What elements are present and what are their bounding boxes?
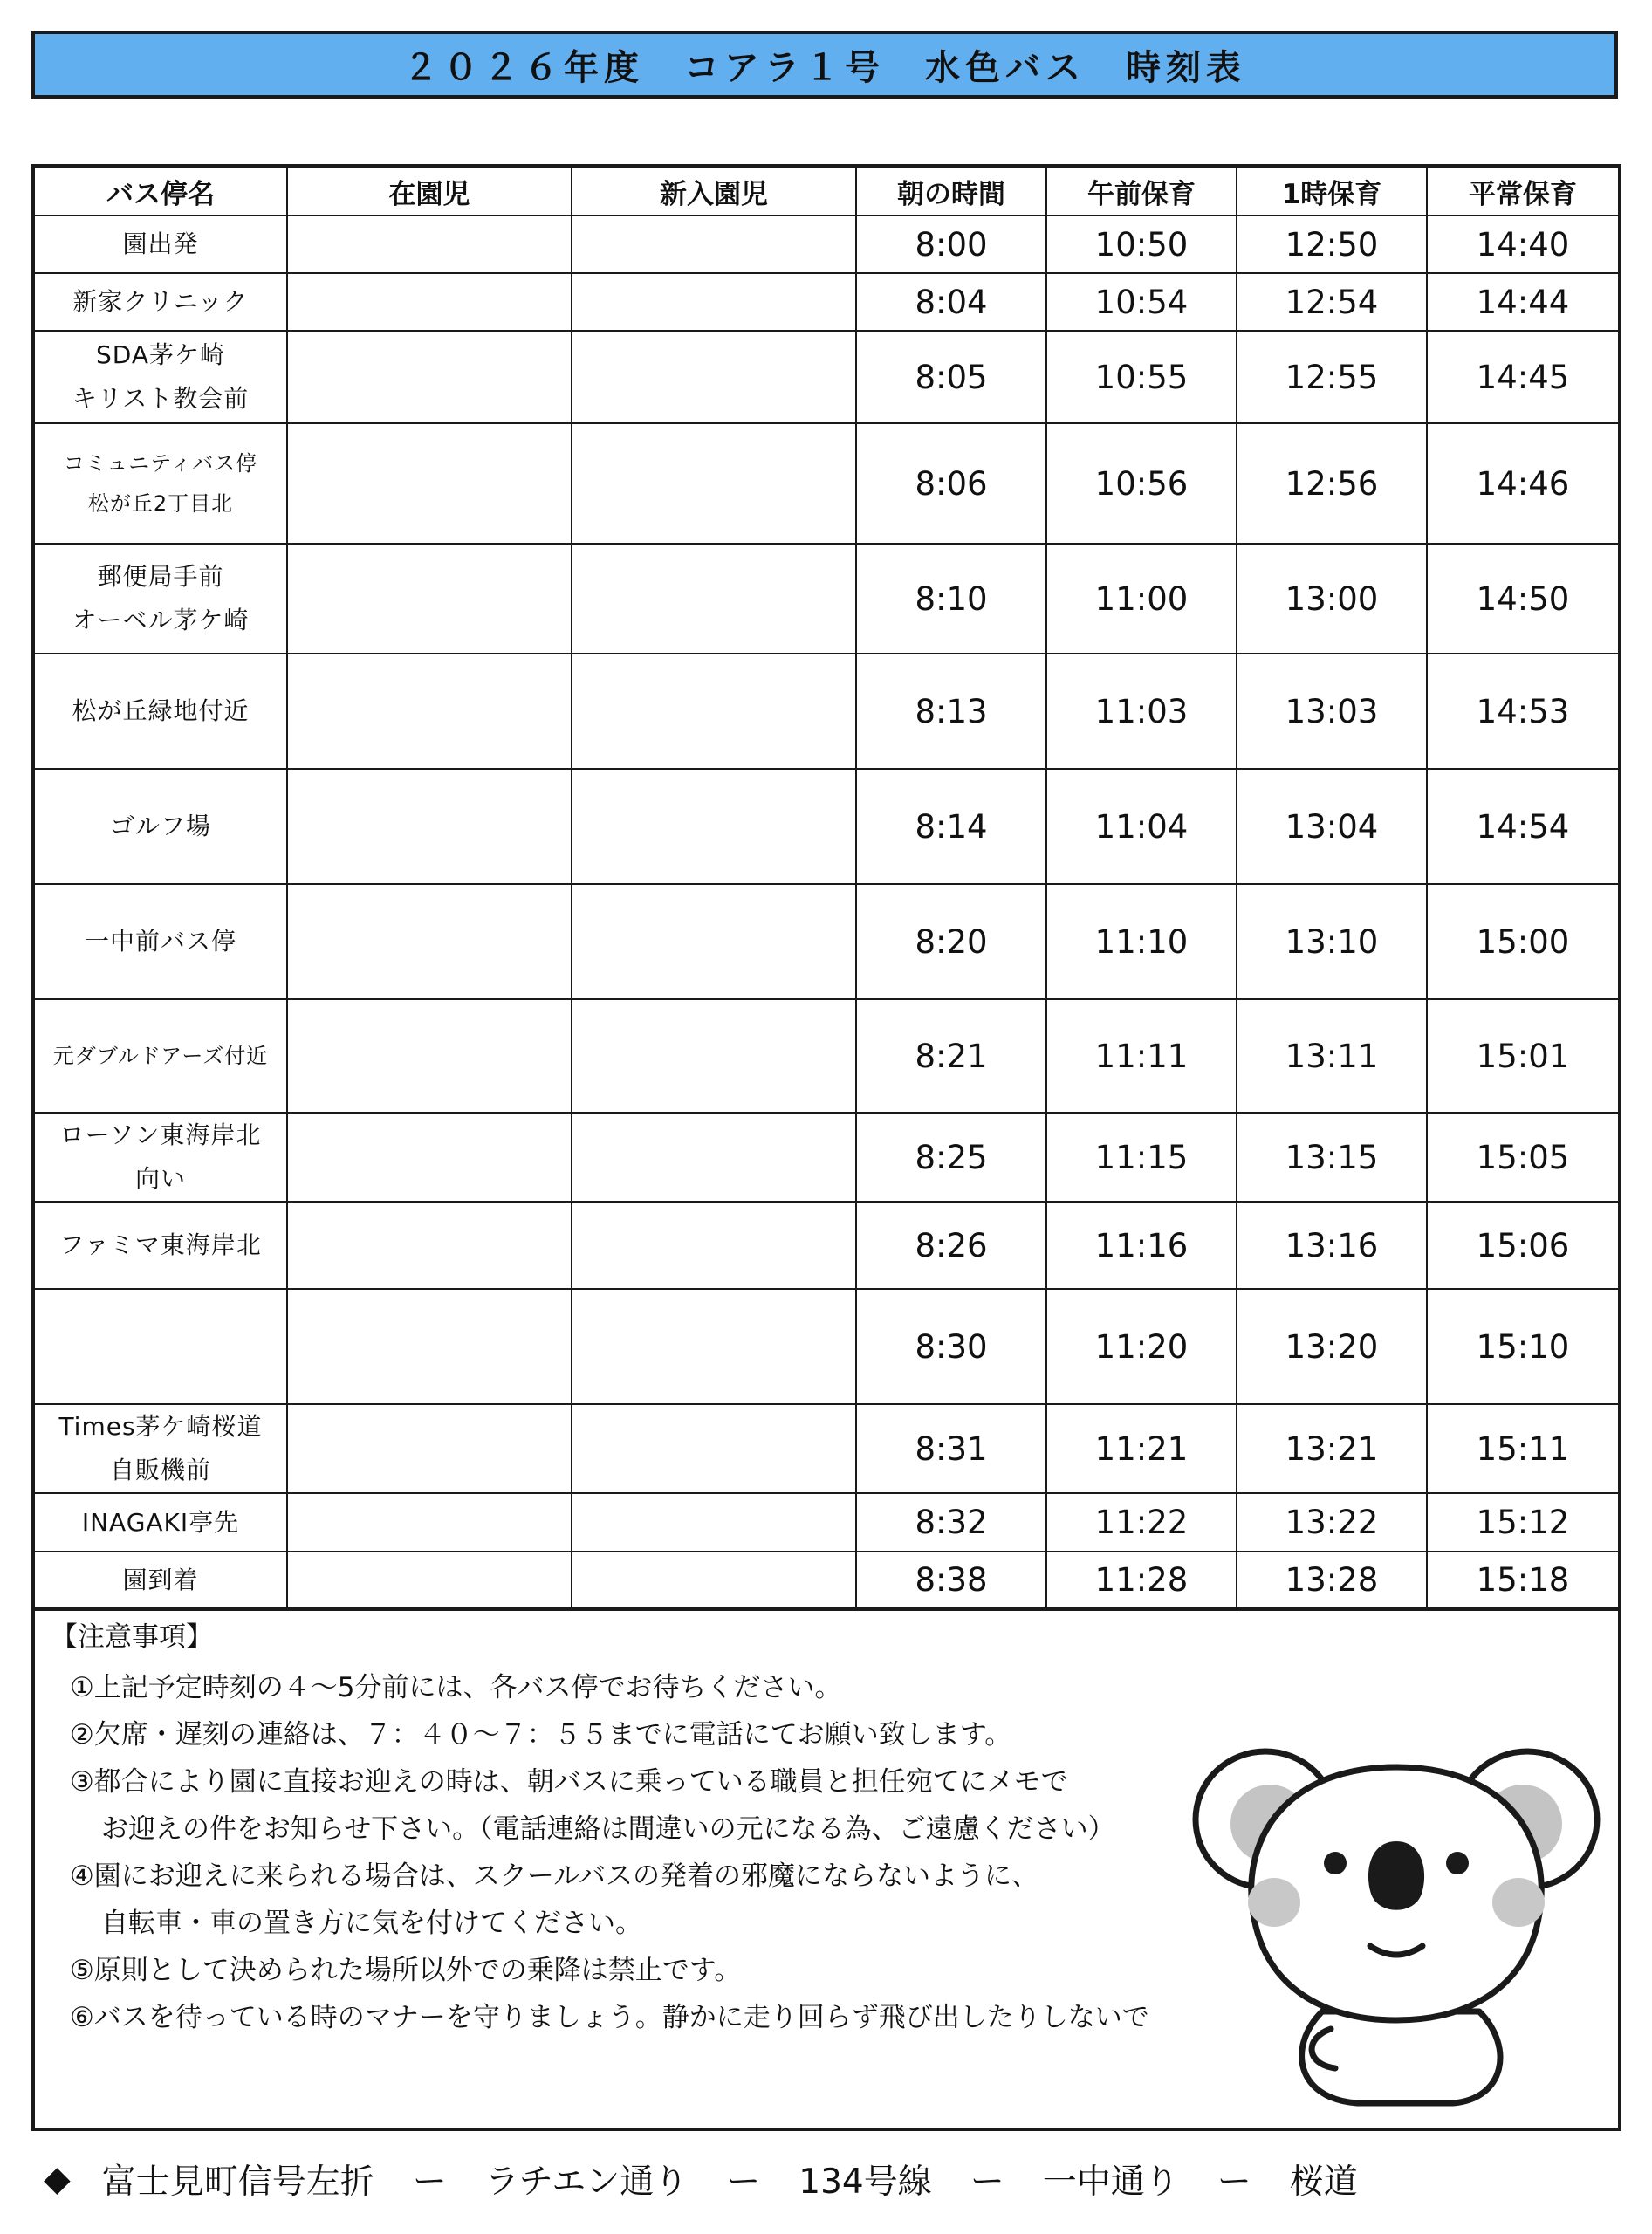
time-regular-care: 15:05: [1427, 1113, 1620, 1202]
route-segment: 桜道: [1289, 2162, 1358, 2202]
time-am-care: 11:21: [1046, 1404, 1237, 1493]
time-am-care: 11:03: [1046, 654, 1237, 769]
time-regular-care: 14:54: [1427, 769, 1620, 884]
page-title: ２０２６年度 コアラ１号 水色バス 時刻表: [31, 31, 1618, 99]
current-children-cell: [287, 1493, 572, 1552]
time-regular-care: 14:40: [1427, 216, 1620, 273]
time-morning: 8:26: [856, 1202, 1046, 1289]
time-1pm-care: 12:54: [1237, 273, 1427, 331]
time-morning: 8:21: [856, 999, 1046, 1113]
current-children-cell: [287, 216, 572, 273]
time-morning: 8:05: [856, 331, 1046, 423]
table-row: [33, 1493, 1620, 1552]
time-morning: 8:10: [856, 544, 1046, 654]
note-line: 自転車・車の置き方に気を付けてください。: [101, 1908, 642, 1939]
time-am-care: 11:15: [1046, 1113, 1237, 1202]
current-children-cell: [287, 331, 572, 423]
time-regular-care: 15:01: [1427, 999, 1620, 1113]
time-am-care: 10:50: [1046, 216, 1237, 273]
time-morning: 8:13: [856, 654, 1046, 769]
time-1pm-care: 13:22: [1237, 1493, 1427, 1552]
current-children-cell: [287, 884, 572, 999]
time-morning: 8:38: [856, 1552, 1046, 1609]
time-am-care: 11:00: [1046, 544, 1237, 654]
new-children-cell: [572, 273, 856, 331]
new-children-cell: [572, 1404, 856, 1493]
time-regular-care: 15:10: [1427, 1289, 1620, 1404]
note-line: ⑤原則として決められた場所以外での乗降は禁止です。: [70, 1955, 742, 1986]
note-line: ②欠席・遅刻の連絡は、７：４０～７：５５までに電話にてお願い致します。: [70, 1719, 1012, 1751]
time-am-care: 11:28: [1046, 1552, 1237, 1609]
route-separator: ー: [970, 2162, 1004, 2202]
stop-name: Times茅ケ崎桜道 自販機前: [33, 1404, 287, 1493]
time-morning: 8:20: [856, 884, 1046, 999]
time-1pm-care: 13:21: [1237, 1404, 1427, 1493]
note-line: ⑥バスを待っている時のマナーを守りましょう。静かに走り回らず飛び出したりしないで: [70, 2002, 1149, 2033]
stop-name: ファミマ東海岸北: [33, 1202, 287, 1289]
time-morning: 8:32: [856, 1493, 1046, 1552]
route-separator: ー: [726, 2162, 761, 2202]
time-1pm-care: 12:55: [1237, 331, 1427, 423]
current-children-cell: [287, 273, 572, 331]
time-1pm-care: 12:56: [1237, 423, 1427, 544]
route-description: [44, 2148, 1632, 2210]
current-children-cell: [287, 999, 572, 1113]
time-am-care: 11:10: [1046, 884, 1237, 999]
table-row: [33, 884, 1620, 999]
route-segment: 134号線: [799, 2162, 932, 2202]
diamond-icon: ◆: [44, 2159, 71, 2199]
table-row: [33, 1202, 1620, 1289]
col-header-regular-care: 平常保育: [1427, 166, 1620, 216]
time-am-care: 11:22: [1046, 1493, 1237, 1552]
new-children-cell: [572, 884, 856, 999]
table-row: [33, 273, 1620, 331]
time-1pm-care: 13:10: [1237, 884, 1427, 999]
current-children-cell: [287, 654, 572, 769]
new-children-cell: [572, 216, 856, 273]
table-row: [33, 1113, 1620, 1202]
time-am-care: 10:55: [1046, 331, 1237, 423]
time-regular-care: 15:11: [1427, 1404, 1620, 1493]
new-children-cell: [572, 1202, 856, 1289]
time-am-care: 10:54: [1046, 273, 1237, 331]
stop-name: SDA茅ケ崎 キリスト教会前: [33, 331, 287, 423]
current-children-cell: [287, 769, 572, 884]
time-1pm-care: 13:16: [1237, 1202, 1427, 1289]
stop-name: 松が丘緑地付近: [33, 654, 287, 769]
stop-name: ゴルフ場: [33, 769, 287, 884]
time-regular-care: 15:06: [1427, 1202, 1620, 1289]
time-1pm-care: 13:11: [1237, 999, 1427, 1113]
note-line: ④園にお迎えに来られる場合は、スクールバスの発着の邪魔にならないように、: [70, 1861, 1038, 1892]
col-header-morning: 朝の時間: [856, 166, 1046, 216]
stop-name: 元ダブルドアーズ付近: [33, 999, 287, 1113]
time-1pm-care: 13:00: [1237, 544, 1427, 654]
stop-name: INAGAKI亭先: [33, 1493, 287, 1552]
time-am-care: 11:04: [1046, 769, 1237, 884]
time-morning: 8:31: [856, 1404, 1046, 1493]
time-regular-care: 14:53: [1427, 654, 1620, 769]
table-row: [33, 423, 1620, 544]
time-am-care: 11:11: [1046, 999, 1237, 1113]
route-segment: 富士見町信号左折: [101, 2162, 374, 2202]
col-header-new-children: 新入園児: [572, 166, 856, 216]
time-regular-care: 14:46: [1427, 423, 1620, 544]
table-row: [33, 216, 1620, 273]
new-children-cell: [572, 1552, 856, 1609]
time-am-care: 11:20: [1046, 1289, 1237, 1404]
stop-name: ローソン東海岸北 向い: [33, 1113, 287, 1202]
time-morning: 8:04: [856, 273, 1046, 331]
new-children-cell: [572, 1113, 856, 1202]
col-header-stop: バス停名: [33, 166, 287, 216]
route-segment: ラチエン通り: [484, 2162, 689, 2202]
stop-name: 園到着: [33, 1552, 287, 1609]
new-children-cell: [572, 1493, 856, 1552]
new-children-cell: [572, 999, 856, 1113]
new-children-cell: [572, 544, 856, 654]
time-regular-care: 15:18: [1427, 1552, 1620, 1609]
time-1pm-care: 13:03: [1237, 654, 1427, 769]
current-children-cell: [287, 544, 572, 654]
note-line: ①上記予定時刻の４～5分前には、各バス停でお待ちください。: [70, 1672, 842, 1703]
col-header-1pm-care: 1時保育: [1237, 166, 1427, 216]
note-line: ③都合により園に直接お迎えの時は、朝バスに乗っている職員と担任宛てにメモで: [70, 1766, 1068, 1798]
time-morning: 8:25: [856, 1113, 1046, 1202]
koala-mascot-icon: [1191, 1732, 1601, 2112]
new-children-cell: [572, 331, 856, 423]
notes-heading: 【注意事項】: [51, 1621, 213, 1653]
table-row: [33, 1289, 1620, 1404]
stop-name: 郵便局手前 オーベル茅ケ崎: [33, 544, 287, 654]
time-am-care: 11:16: [1046, 1202, 1237, 1289]
table-row: [33, 769, 1620, 884]
time-regular-care: 15:00: [1427, 884, 1620, 999]
current-children-cell: [287, 1202, 572, 1289]
new-children-cell: [572, 654, 856, 769]
time-morning: 8:30: [856, 1289, 1046, 1404]
current-children-cell: [287, 1289, 572, 1404]
time-regular-care: 14:50: [1427, 544, 1620, 654]
time-1pm-care: 13:20: [1237, 1289, 1427, 1404]
route-segment: 一中通り: [1042, 2162, 1179, 2202]
header-row: [33, 166, 1620, 216]
route-separator: ー: [412, 2162, 447, 2202]
note-line: お迎えの件をお知らせ下さい。（電話連絡は間違いの元になる為、ご遠慮ください）: [101, 1813, 1115, 1845]
stop-name: 一中前バス停: [33, 884, 287, 999]
current-children-cell: [287, 423, 572, 544]
stop-name: コミュニティバス停 松が丘2丁目北: [33, 423, 287, 544]
bus-timetable: [31, 164, 1621, 1611]
table-row: [33, 331, 1620, 423]
current-children-cell: [287, 1113, 572, 1202]
current-children-cell: [287, 1404, 572, 1493]
table-row: [33, 1552, 1620, 1609]
current-children-cell: [287, 1552, 572, 1609]
time-regular-care: 15:12: [1427, 1493, 1620, 1552]
time-morning: 8:14: [856, 769, 1046, 884]
time-1pm-care: 13:04: [1237, 769, 1427, 884]
time-1pm-care: 13:28: [1237, 1552, 1427, 1609]
time-morning: 8:00: [856, 216, 1046, 273]
new-children-cell: [572, 1289, 856, 1404]
time-1pm-care: 13:15: [1237, 1113, 1427, 1202]
new-children-cell: [572, 423, 856, 544]
stop-name: 園出発: [33, 216, 287, 273]
stop-name: [33, 1289, 287, 1404]
time-1pm-care: 12:50: [1237, 216, 1427, 273]
table-row: [33, 999, 1620, 1113]
table-row: [33, 544, 1620, 654]
stop-name: 新家クリニック: [33, 273, 287, 331]
time-morning: 8:06: [856, 423, 1046, 544]
col-header-current-children: 在園児: [287, 166, 572, 216]
time-regular-care: 14:45: [1427, 331, 1620, 423]
route-separator: ー: [1217, 2162, 1251, 2202]
time-regular-care: 14:44: [1427, 273, 1620, 331]
table-row: [33, 654, 1620, 769]
time-am-care: 10:56: [1046, 423, 1237, 544]
table-row: [33, 1404, 1620, 1493]
col-header-am-care: 午前保育: [1046, 166, 1237, 216]
new-children-cell: [572, 769, 856, 884]
